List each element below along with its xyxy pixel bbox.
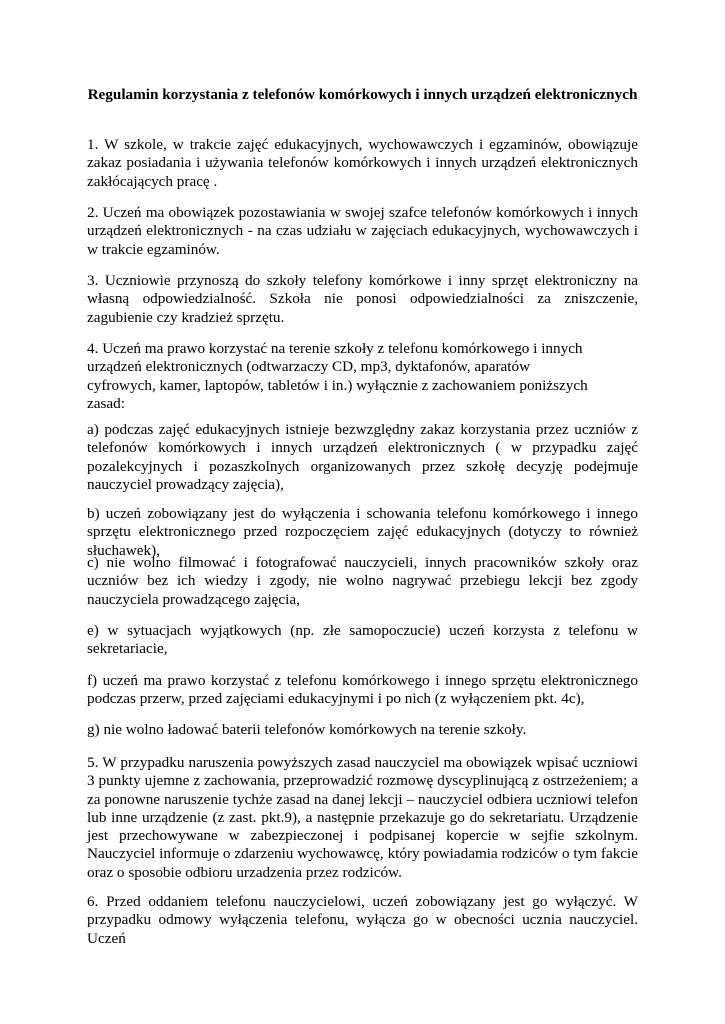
rule-e: e) w sytuacjach wyjątkowych (np. złe samopoczucie) uczeń korzysta z telefonu w sekretariacie, — [87, 622, 638, 658]
paragraph-2: 2. Uczeń ma obowiązek pozostawiania w swojej szafce telefonów komórkowych i innych urządzeń elektronicznych - na czas udziału w zajęciach edukacyjnych, wychowawczych i w trakcie egzaminów. — [87, 204, 638, 258]
rule-b: b) uczeń zobowiązany jest do wyłączenia i schowania telefonu komórkowego i innego sprzętu elektronicznego przed rozpoczęciem zajęć edukacyjnych (dotyczy to również słuchawek), — [87, 505, 638, 559]
paragraph-3: 3. Uczniowie przynoszą do szkoły telefony komórkowe i inny sprzęt elektroniczny na własną odpowiedzialność. Szkoła nie ponosi odpowiedzialności za zniszczenie, zagubienie czy kradzież sprzętu. — [87, 272, 638, 326]
document-title: Regulamin korzystania z telefonów komórkowych i innych urządzeń elektronicznych — [87, 86, 638, 103]
paragraph-4 — [87, 340, 638, 413]
rule-a: a) podczas zajęć edukacyjnych istnieje bezwzględny zakaz korzystania przez uczniów z telefonów komórkowych i innych urządzeń elektronicznych ( w przypadku zajęć pozalekcyjnych i pozaszkolnych organizowanych przez szkołę decyzję podejmuje nauczyciel prowadzący zajęcia), — [87, 421, 638, 493]
rule-c: c) nie wolno filmować i fotografować nauczycieli, innych pracowników szkoły oraz uczniów bez ich wiedzy i zgody, nie wolno nagrywać przebiegu lekcji bez zgody nauczyciela prowadzącego zajęcia, — [87, 554, 638, 608]
rule-f: f) uczeń ma prawo korzystać z telefonu komórkowego i innego sprzętu elektronicznego podczas przerw, przed zajęciami edukacyjnymi i po nich (z wyłączeniem pkt. 4c), — [87, 672, 638, 708]
paragraph-4-line: 4. Uczeń ma prawo korzystać na terenie szkoły z telefonu komórkowego i innych — [87, 340, 583, 357]
paragraph-6: 6. Przed oddaniem telefonu nauczycielowi, uczeń zobowiązany jest go wyłączyć. W przypadku odmowy wyłączenia telefonu, wyłącza go w obecności ucznia nauczyciel. Uczeń — [87, 893, 638, 947]
paragraph-5: 5. W przypadku naruszenia powyższych zasad nauczyciel ma obowiązek wpisać uczniowi 3 punkty ujemne z zachowania, przeprowadzić rozmowę dyscyplinującą z ostrzeżeniem; a za ponowne naruszenie tychże zasad na danej lekcji – nauczyciel odbiera uczniowi telefon lub inne urządzenie (z zast. pkt.9), a następnie przekazuje go do sekretariatu. Urządzenie jest przechowywane w zabezpieczonej i podpisanej kopercie w sejfie szkolnym. Nauczyciel informuje o zdarzeniu wychowawcę, który powiadamia rodziców o tym fakcie oraz o sposobie odbioru urzadzenia przez rodziców. — [87, 754, 638, 881]
paragraph-4-line: urządzeń elektronicznych (odtwarzaczy CD, mp3, dyktafonów, aparatów — [87, 358, 531, 376]
paragraph-4-line: cyfrowych, kamer, laptopów, tabletów i in.) wyłącznie z zachowaniem poniższych — [87, 376, 588, 394]
rule-g: g) nie wolno ładować baterii telefonów komórkowych na terenie szkoły. — [87, 721, 527, 738]
paragraph-1: 1. W szkole, w trakcie zajęć edukacyjnych, wychowawczych i egzaminów, obowiązuje zakaz posiadania i używania telefonów komórkowych i innych urządzeń elektronicznych zakłócających pracę . — [87, 136, 638, 190]
paragraph-4-line: zasad: — [87, 394, 125, 412]
